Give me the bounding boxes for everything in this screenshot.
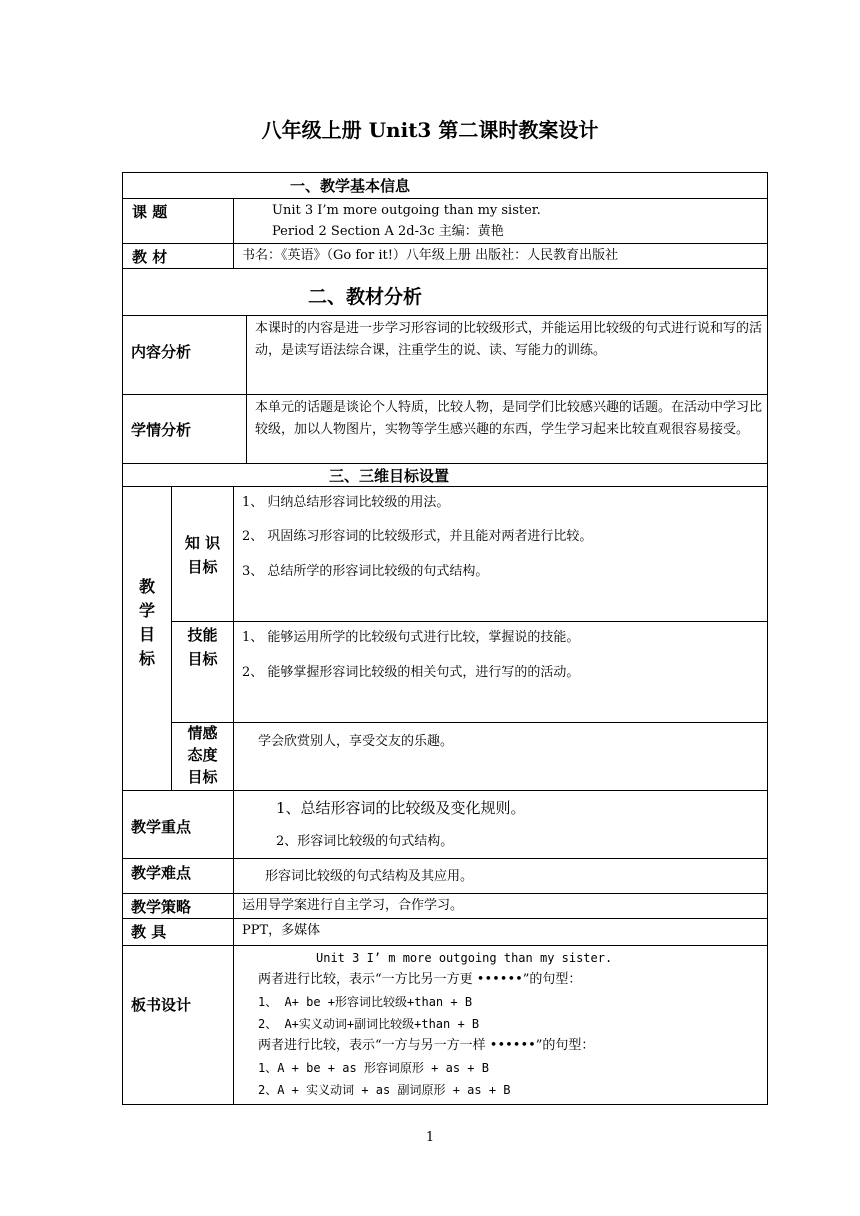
section2-heading-row bbox=[122, 268, 768, 316]
section3-heading: 三、三维目标设置 bbox=[329, 467, 450, 485]
knowledge-item: 1、 归纳总结形容词比较级的用法。 bbox=[242, 495, 450, 510]
focus-label: 教学重点 bbox=[131, 818, 192, 836]
topic-line2: Period 2 Section A 2d-3c 主编：黄艳 bbox=[272, 224, 504, 239]
board-label-cell bbox=[122, 945, 234, 1105]
students-analysis-text: 本单元的话题是谈论个人特质，比较人物，是同学们比较感兴趣的话题。在活动中学习比较级，加以人物图片，实物等学生感兴趣的东西，学生学习起来比较直观很容易接受。 bbox=[255, 400, 763, 437]
section1-heading: 一、教学基本信息 bbox=[290, 177, 411, 195]
knowledge-item: 3、 总结所学的形容词比较级的句式结构。 bbox=[242, 564, 489, 579]
difficulty-text: 形容词比较级的句式结构及其应用。 bbox=[265, 869, 474, 884]
content-analysis-text: 本课时的内容是进一步学习形容词的比较级形式，并能运用比较级的句式进行说和写的活动，是读写语法综合课，注重学生的说、读、写能力的训练。 bbox=[255, 321, 763, 358]
tools-label: 教 具 bbox=[131, 923, 167, 941]
topic-line1: Unit 3 I’m more outgoing than my sister. bbox=[272, 203, 541, 218]
content-analysis-label: 内容分析 bbox=[131, 343, 192, 361]
textbook-value: 书名：《英语》（Go for it!）八年级上册 出版社：人民教育出版社 bbox=[242, 248, 619, 263]
board-line: 两者进行比较，表示“一方与另一方一样 ••••••”的句型： bbox=[258, 1038, 595, 1053]
board-label: 板书设计 bbox=[131, 996, 192, 1014]
page-number: 1 bbox=[425, 1130, 435, 1145]
focus-item: 1、总结形容词的比较级及变化规则。 bbox=[276, 799, 526, 817]
board-line: 2、A + 实义动词 + as 副词原形 + as + B bbox=[258, 1083, 511, 1097]
goals-label: 教 学 目 标 bbox=[138, 577, 155, 668]
topic-label: 课 题 bbox=[132, 203, 168, 221]
focus-item: 2、形容词比较级的句式结构。 bbox=[276, 834, 454, 849]
knowledge-item: 2、 巩固练习形容词的比较级形式，并且能对两者进行比较。 bbox=[242, 529, 593, 544]
textbook-label: 教 材 bbox=[132, 248, 168, 266]
skill-item: 2、 能够掌握形容词比较级的相关句式，进行写的的活动。 bbox=[242, 665, 580, 680]
knowledge-goals-label: 知 识 目标 bbox=[184, 534, 221, 576]
skill-item: 1、 能够运用所学的比较级句式进行比较，掌握说的技能。 bbox=[242, 630, 580, 645]
board-line: Unit 3 I’ m more outgoing than my sister. bbox=[316, 951, 613, 965]
difficulty-label: 教学难点 bbox=[131, 864, 192, 882]
board-line: 1、A + be + as 形容词原形 + as + B bbox=[258, 1061, 489, 1075]
students-analysis-label: 学情分析 bbox=[131, 421, 192, 439]
section2-heading: 二、教材分析 bbox=[308, 286, 423, 308]
attitude-goals-label: 情感 态度 目标 bbox=[187, 724, 218, 786]
section1-heading-row bbox=[122, 172, 768, 199]
tools-text: PPT，多媒体 bbox=[242, 923, 321, 938]
board-line: 1、 A+ be +形容词比较级+than + B bbox=[258, 995, 473, 1009]
board-line: 两者进行比较，表示“一方比另一方更 ••••••”的句型： bbox=[258, 972, 582, 987]
strategy-label: 教学策略 bbox=[131, 898, 192, 916]
skill-goals-label: 技能 目标 bbox=[187, 626, 218, 668]
document-title: 八年级上册 Unit3 第二课时教案设计 bbox=[261, 118, 599, 142]
attitude-text: 学会欣赏别人，享受交友的乐趣。 bbox=[258, 734, 454, 749]
strategy-text: 运用导学案进行自主学习，合作学习。 bbox=[242, 898, 464, 913]
board-line: 2、 A+实义动词+副词比较级+than + B bbox=[258, 1017, 480, 1031]
